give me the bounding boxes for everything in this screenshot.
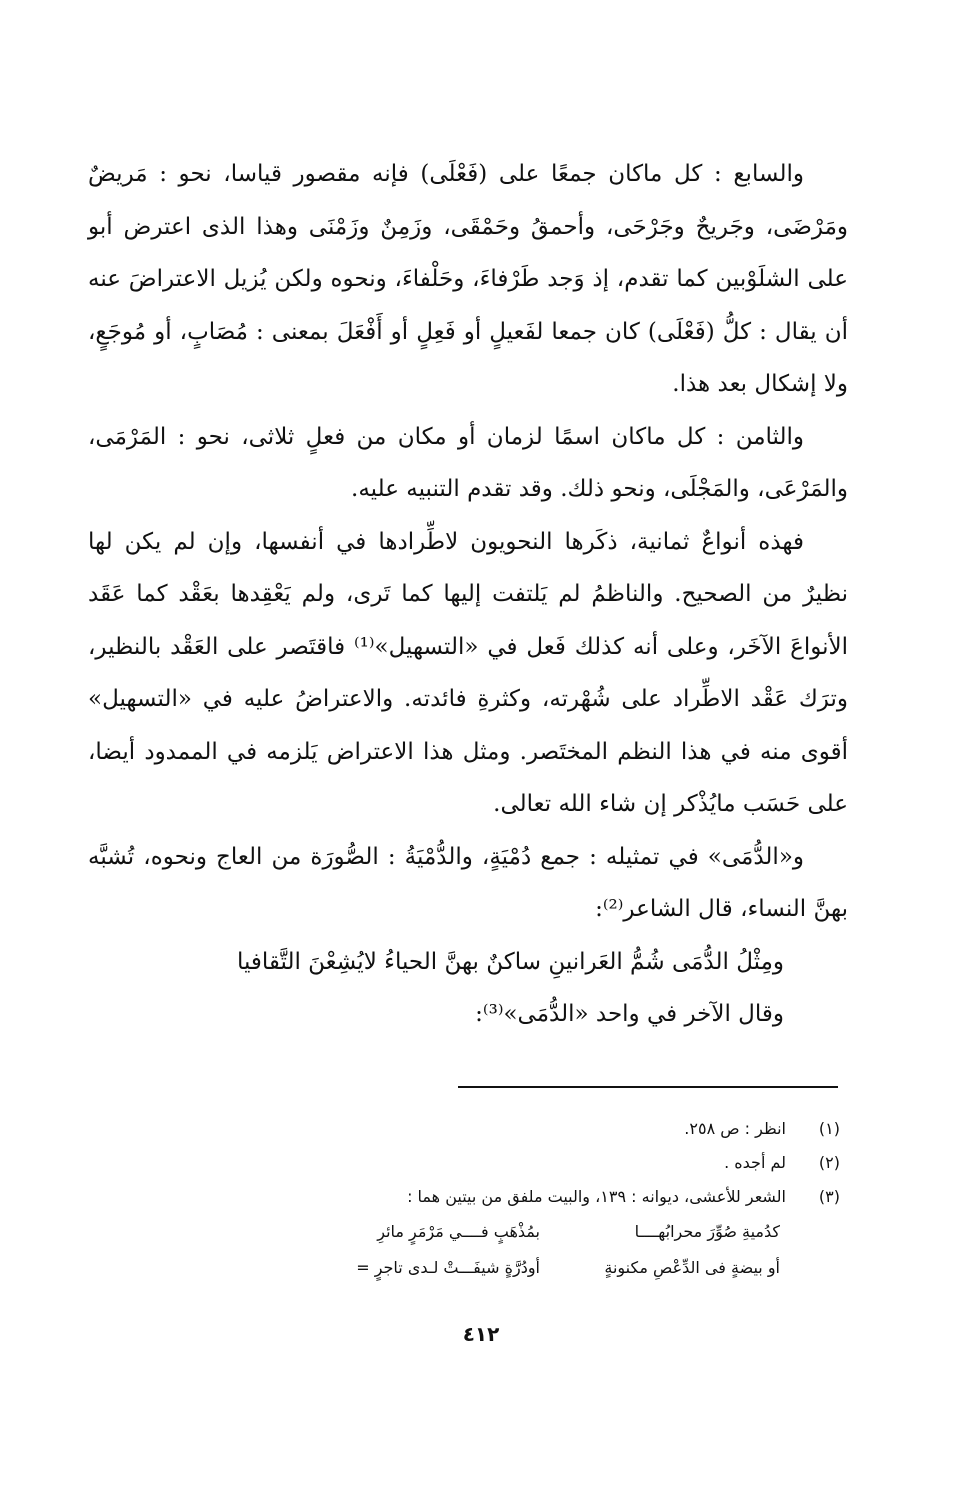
footnote-verse-1	[130, 1214, 840, 1250]
verse-second-hemistich: أودُرَّةٍ شيفَـــتْ لـدى تاجرٍ =	[356, 1258, 540, 1277]
footnote-text: لم أجده .	[724, 1153, 786, 1172]
footnote-number: (٢)	[818, 1153, 840, 1172]
paragraph-eight-types: فهذه أنواعٌ ثمانية، ذكَرها النحويون لاطِّرادها في أنفسها، وإن لم يكن لها نظيرٌ من الصحيح. والناظمُ لم يَلتفت إليها كما تَرى، ولم يَعْقِدها بعَقْد كما عَقَد الأنواعَ الآخَر، وعلى أنه كذلك فَعل في «التسهيل»⁽¹⁾ فاقتَصر على العَقْد بالنظير، وترَك عَقْد الاطِّراد على شُهْرته، وكثرةِ فائدته. والاعتراضُ عليه في «التسهيل» أقوى منه في هذا النظم المختَصر. ومثل هذا الاعتراض يَلزمه في الممدود أيضا، على حَسَب مايُذْكر إن شاء الله تعالى.	[88, 528, 848, 817]
paragraph-seventh: والسابع : كل ماكان جمعًا على (فَعْلَى) فإنه مقصور قياسا، نحو : مَريضٌ ومَرْضَى، وجَريحٌ وجَرْحَى، وأحمقُ وحَمْقَى، وزَمِنٌ وزَمْنَى وهذا الذى اعترض أبو على الشلَوْبين كما تقدم، إذ وَجد طَرْفاءَ، وحَلْفاءَ، ونحوه ولكن يُزيل الاعتراضَ عنه أن يقال : كلُّ (فَعْلَى) كان جمعا لفَعيلٍ أو فَعِلٍ أو أَفْعَلَ بمعنى : مُصَابٍ، أو مُوجَعٍ، ولا إشكال بعد هذا.	[88, 161, 848, 397]
footnote-text: انظر : ص ٢٥٨.	[684, 1119, 786, 1138]
verse-first-hemistich: كدُميةِ صُوِّرَ محرابُهــــا	[634, 1222, 780, 1241]
closing-line: وقال الآخر في واحد «الدُّمَى»⁽³⁾:	[475, 1001, 784, 1027]
footnote-number: (٣)	[818, 1187, 840, 1206]
footnotes	[130, 1112, 840, 1286]
paragraph-eighth: والثامن : كل ماكان اسمًا لزمان أو مكان من فعلٍ ثلاثى، نحو : المَرْمَى، والمَرْعَى، والمَجْلَى، ونحو ذلك. وقد تقدم التنبيه عليه.	[88, 423, 848, 502]
footnote-2	[130, 1146, 840, 1180]
footnote-1	[130, 1112, 840, 1146]
footnote-verse-2	[130, 1250, 840, 1286]
footnote-3	[130, 1180, 840, 1214]
footnote-number: (١)	[818, 1119, 840, 1138]
main-text	[88, 148, 848, 1041]
footnote-separator	[458, 1086, 838, 1088]
page-number: ٤١٢	[462, 1322, 500, 1346]
verse-first-hemistich: أو بيضةٍ فى الدِّعْصِ مكنونةٍ	[604, 1258, 780, 1277]
poetry-verse: ومِثْلُ الدُّمَى شُمُّ العَرانينِ ساكنٌ بهنَّ الحياءُ لايُشِعْنَ التَّقافيا	[236, 948, 784, 975]
verse-second-hemistich: بمُذْهَبٍ فــــي مَرْمَرٍ مائرِ	[377, 1222, 540, 1241]
paragraph-dumaa: و«الدُّمَى» في تمثيله : جمع دُمْيَةٍ، والدُّمْيَةُ : الصُّورَة من العاج ونحوه، تُشبَّه بهنَّ النساء، قال الشاعر⁽²⁾:	[88, 843, 848, 922]
footnote-text: الشعر للأعشى، ديوانه : ١٣٩، والبيت ملفق من بيتين هما :	[407, 1187, 786, 1206]
